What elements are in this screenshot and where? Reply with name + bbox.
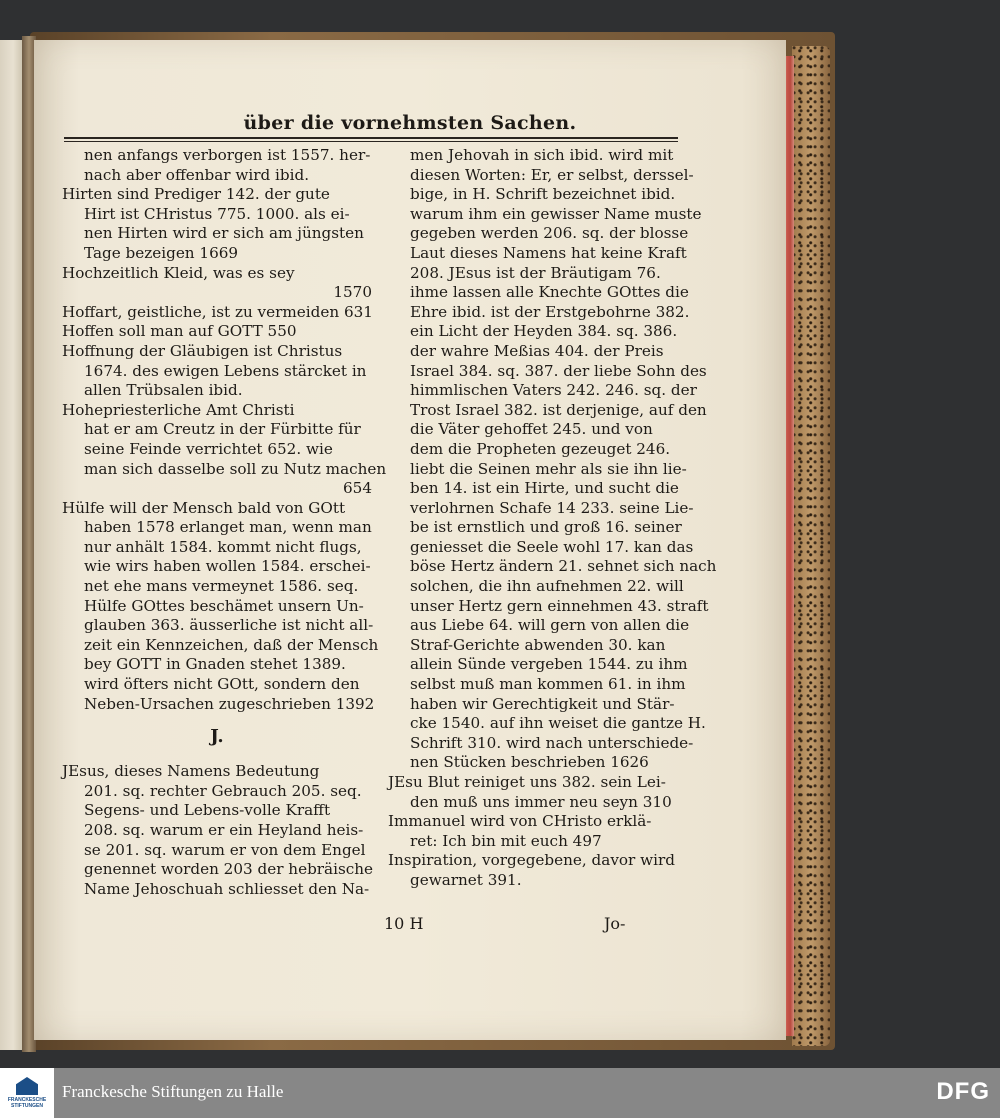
section-letter: J. xyxy=(210,726,224,748)
text-line: men Jehovah in sich ibid. wird mit xyxy=(410,146,674,164)
dfg-logo[interactable]: DFG xyxy=(936,1078,990,1105)
text-line: Hohepriesterliche Amt Christi xyxy=(62,400,295,419)
text-line: ben 14. ist ein Hirte, und sucht die xyxy=(410,479,679,498)
text-line: haben wir Gerechtigkeit und Stär- xyxy=(410,694,675,713)
catchword: Jo- xyxy=(604,914,626,933)
text-line: bey GOTT in Gnaden stehet 1389. xyxy=(84,655,346,674)
left-column xyxy=(62,146,387,899)
text-line: Inspiration, vorgegebene, davor wird xyxy=(388,851,675,870)
text-line: Schrift 310. wird nach unterschiede- xyxy=(410,733,694,752)
text-line: unser Hertz gern einnehmen 43. straft xyxy=(410,596,709,615)
left-page-edge xyxy=(0,40,23,1050)
text-line: ein Licht der Heyden 384. sq. 386. xyxy=(410,322,678,341)
text-line: genennet worden 203 der hebräische xyxy=(84,860,374,879)
text-line: Hirten sind Prediger 142. der gute xyxy=(62,185,330,204)
text-line: diesen Worten: Er, er selbst, derssel- xyxy=(410,165,694,184)
text-line: ihme lassen alle Knechte GOttes die xyxy=(410,283,689,302)
text-line: nen Stücken beschrieben 1626 xyxy=(410,753,649,772)
text-line: 201. sq. rechter Gebrauch 205. seq. xyxy=(84,781,362,800)
text-line: solchen, die ihn aufnehmen 22. will xyxy=(410,577,684,596)
text-line: allein Sünde vergeben 1544. zu ihm xyxy=(410,655,688,674)
text-line: den muß uns immer neu seyn 310 xyxy=(410,792,672,811)
text-line: nach aber offenbar wird ibid. xyxy=(84,165,310,184)
text-line: zeit ein Kennzeichen, daß der Mensch xyxy=(84,635,379,654)
text-line: Trost Israel 382. ist derjenige, auf den xyxy=(410,400,707,419)
text-line: Hülfe will der Mensch bald von GOtt xyxy=(62,498,346,517)
text-line: cke 1540. auf ihn weiset die gantze H. xyxy=(410,714,706,733)
signature-mark: 10 H xyxy=(384,914,424,933)
text-line: 208. sq. warum er ein Heyland heis- xyxy=(84,821,364,839)
text-line: der wahre Meßias 404. der Preis xyxy=(410,341,664,360)
text-line: be ist ernstlich und groß 16. seiner xyxy=(410,518,682,537)
text-line: Israel 384. sq. 387. der liebe Sohn des xyxy=(410,361,707,380)
text-line: Immanuel wird von CHristo erklä- xyxy=(388,812,652,831)
text-line: Laut dieses Namens hat keine Kraft xyxy=(410,243,687,262)
text-line: Segens- und Lebens-volle Krafft xyxy=(84,801,331,820)
text-line: bige, in H. Schrift bezeichnet ibid. xyxy=(410,185,676,204)
text-line: 208. JEsus ist der Bräutigam 76. xyxy=(410,263,661,282)
text-line: Straf-Gerichte abwenden 30. kan xyxy=(410,635,666,654)
text-line: Tage bezeigen 1669 xyxy=(84,243,239,262)
institution-name[interactable]: Franckesche Stiftungen zu Halle xyxy=(62,1082,284,1101)
logo-text: FRANCKESCHE STIFTUNGEN xyxy=(7,1097,47,1109)
text-line: verlohrnen Schafe 14 233. seine Lie- xyxy=(410,498,694,517)
text-line: 1570 xyxy=(333,283,372,302)
text-line: wird öfters nicht GOtt, sondern den xyxy=(84,675,360,694)
text-line: Hoffart, geistliche, ist zu vermeiden 631 xyxy=(62,302,373,321)
text-line: nen anfangs verborgen ist 1557. her- xyxy=(84,146,371,164)
text-line: Hirt ist CHristus 775. 1000. als ei- xyxy=(84,204,350,223)
text-line: man sich dasselbe soll zu Nutz machen xyxy=(84,459,387,478)
viewer-footer xyxy=(0,1068,1000,1118)
text-line: Name Jehoschuah schliesset den Na- xyxy=(84,879,370,898)
institution-logo[interactable] xyxy=(0,1068,54,1118)
building-icon xyxy=(16,1077,38,1095)
text-line: himmlischen Vaters 242. 246. sq. der xyxy=(410,381,697,400)
text-line: allen Trübsalen ibid. xyxy=(84,381,243,400)
text-line: nen Hirten wird er sich am jüngsten xyxy=(84,224,364,243)
text-line: liebt die Seinen mehr als sie ihn lie- xyxy=(410,459,687,478)
text-line: gewarnet 391. xyxy=(410,870,522,889)
text-line: aus Liebe 64. will gern von allen die xyxy=(410,616,690,635)
header-rule-thin xyxy=(64,141,678,142)
text-line: ret: Ich bin mit euch 497 xyxy=(410,831,602,850)
text-line: nur anhält 1584. kommt nicht flugs, xyxy=(84,537,362,556)
text-line: hat er am Creutz in der Fürbitte für xyxy=(84,420,361,439)
text-line: warum ihm ein gewisser Name muste xyxy=(410,204,702,223)
text-line: wie wirs haben wollen 1584. erschei- xyxy=(84,557,371,576)
text-line: Hochzeitlich Kleid, was es sey xyxy=(62,263,295,282)
text-line: Neben-Ursachen zugeschrieben 1392 xyxy=(84,694,375,713)
text-line: Hoffnung der Gläubigen ist Christus xyxy=(62,341,343,360)
text-line: se 201. sq. warum er von dem Engel xyxy=(84,840,366,859)
book-page xyxy=(34,40,786,1040)
text-line: haben 1578 erlanget man, wenn man xyxy=(84,518,372,537)
text-line: 654 xyxy=(343,479,372,498)
text-line: selbst muß man kommen 61. in ihm xyxy=(410,675,686,694)
header-rule xyxy=(64,137,678,139)
text-line: net ehe mans vermeynet 1586. seq. xyxy=(84,577,359,596)
text-line: Ehre ibid. ist der Erstgebohrne 382. xyxy=(410,302,690,321)
running-head: über die vornehmsten Sachen. xyxy=(243,112,577,134)
text-line: 1674. des ewigen Lebens stärcket in xyxy=(84,361,367,380)
text-line: Hoffen soll man auf GOTT 550 xyxy=(62,322,297,341)
text-line: geniesset die Seele wohl 17. kan das xyxy=(410,537,694,556)
text-line: JEsu Blut reiniget uns 382. sein Lei- xyxy=(388,773,666,791)
text-line: dem die Propheten gezeuget 246. xyxy=(410,439,671,458)
text-line: gegeben werden 206. sq. der blosse xyxy=(410,224,689,243)
text-line: Hülfe GOttes beschämet unsern Un- xyxy=(84,596,364,615)
text-line: die Väter gehoffet 245. und von xyxy=(410,420,653,439)
text-line: seine Feinde verrichtet 652. wie xyxy=(84,439,333,458)
text-line: JEsus, dieses Namens Bedeutung xyxy=(62,762,320,781)
right-column xyxy=(388,146,717,891)
text-line: glauben 363. äusserliche ist nicht all- xyxy=(84,616,374,635)
marbled-cover xyxy=(792,46,830,1046)
text-line: böse Hertz ändern 21. sehnet sich nach xyxy=(410,557,717,576)
